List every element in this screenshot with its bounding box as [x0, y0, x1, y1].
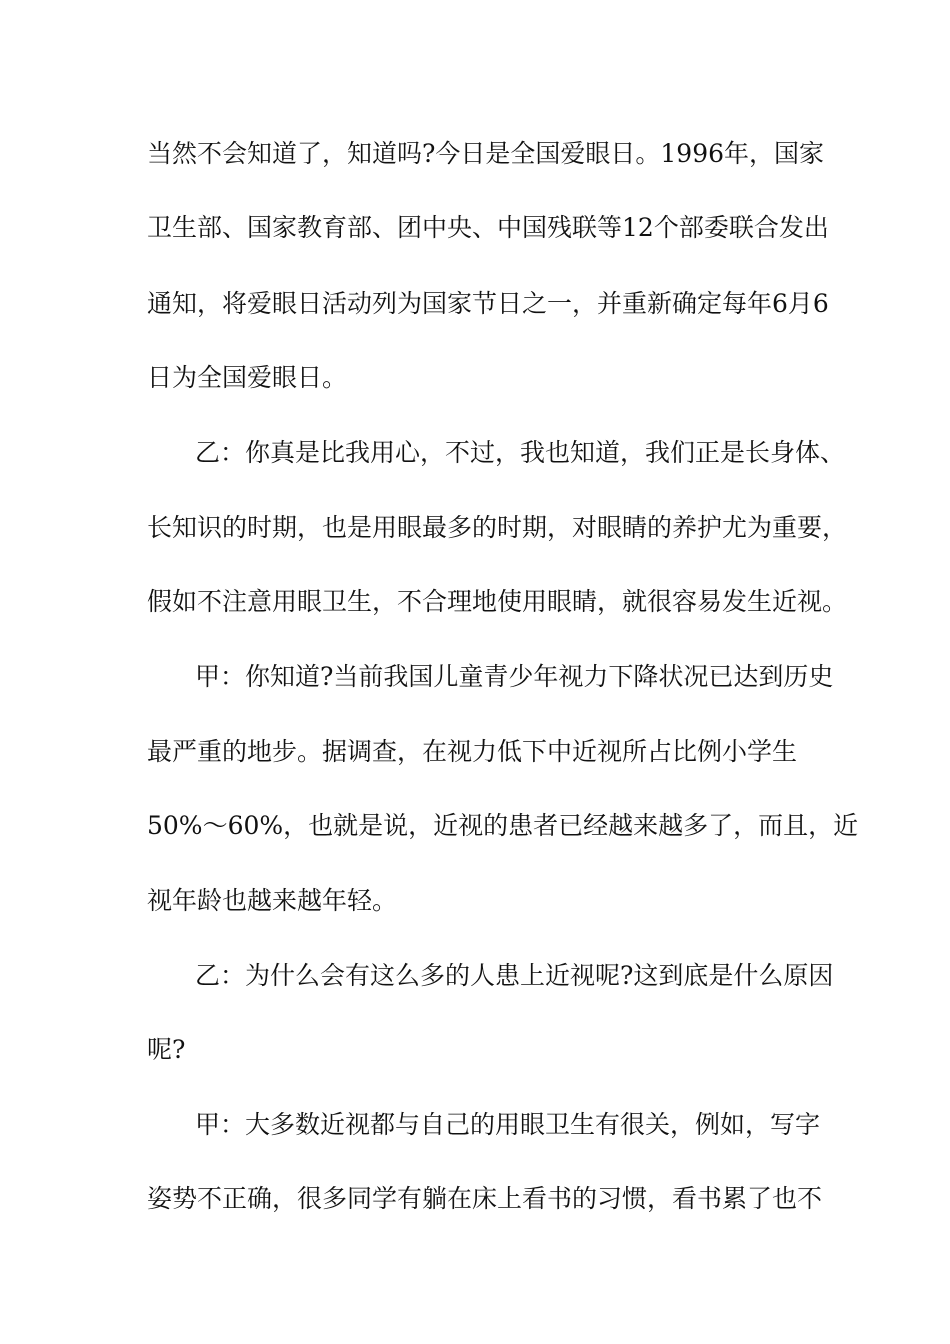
text-line: 甲：大多数近视都与自己的用眼卫生有很关，例如，写字 [195, 1110, 821, 1139]
text-line: 卫生部、国家教育部、团中央、中国残联等12个部委联合发出 [147, 213, 829, 242]
text-line: 视年龄也越来越年轻。 [147, 886, 398, 915]
text-line: 通知，将爱眼日活动列为国家节日之一，并重新确定每年6月6 [147, 289, 829, 318]
text-line: 姿势不正确，很多同学有躺在床上看书的习惯，看书累了也不 [147, 1184, 823, 1213]
text-line: 50%～60%，也就是说，近视的患者已经越来越多了，而且，近 [147, 811, 859, 840]
text-line: 甲：你知道?当前我国儿童青少年视力下降状况已达到历史 [195, 662, 834, 691]
text-line: 当然不会知道了，知道吗?今日是全国爱眼日。1996年，国家 [147, 139, 825, 168]
text-line: 乙：你真是比我用心，不过，我也知道，我们正是长身体、 [195, 438, 846, 467]
text-line: 日为全国爱眼日。 [147, 363, 348, 392]
text-line: 假如不注意用眼卫生，不合理地使用眼睛，就很容易发生近视。 [147, 587, 848, 616]
text-line: 最严重的地步。据调查，在视力低下中近视所占比例小学生 [147, 737, 798, 766]
text-line: 呢? [147, 1035, 186, 1064]
text-line: 乙：为什么会有这么多的人患上近视呢?这到底是什么原因 [195, 961, 834, 990]
text-line: 长知识的时期，也是用眼最多的时期，对眼睛的养护尤为重要， [147, 513, 848, 542]
